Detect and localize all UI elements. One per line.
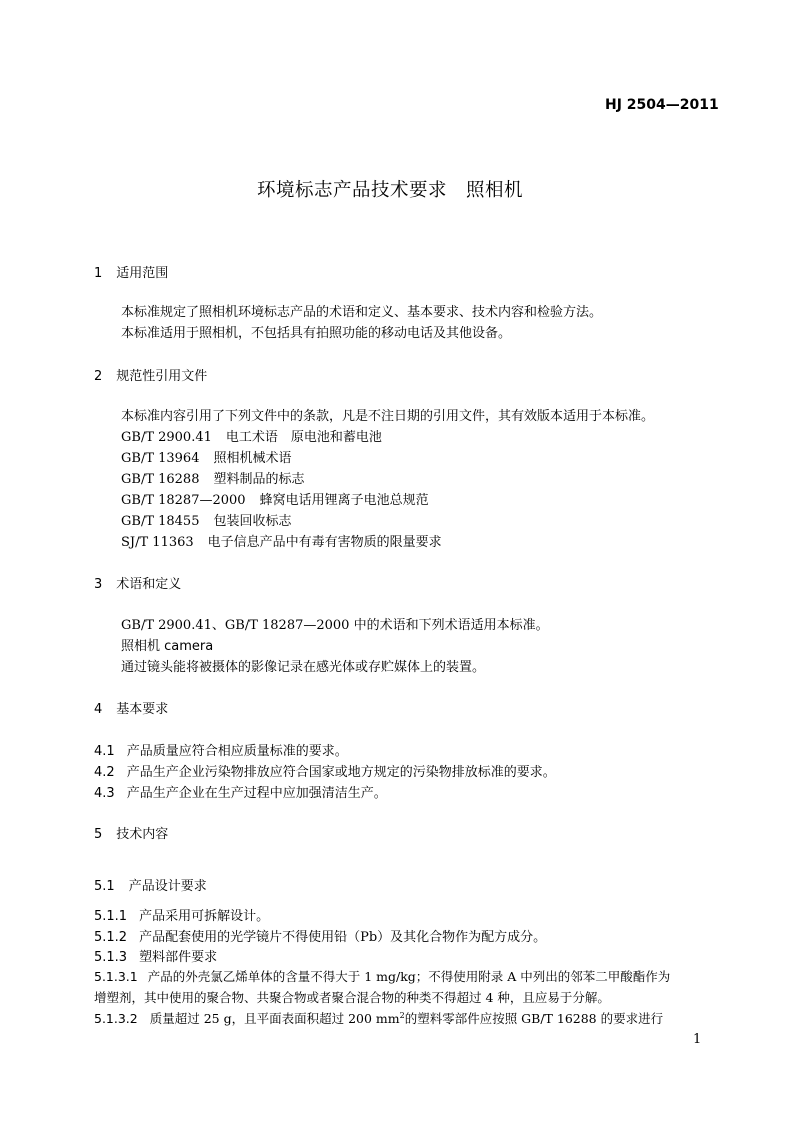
clause-number: 5.1.1 [94, 909, 128, 924]
reference-code: GB/T 2900.41 [121, 430, 212, 445]
section-4-heading [94, 698, 168, 717]
reference-name: 包装回收标志 [213, 514, 292, 529]
term-entry: 照相机 camera [121, 639, 214, 654]
section-title: 术语和定义 [116, 577, 182, 592]
clause-item [94, 905, 269, 924]
page-number: 1 [693, 1032, 702, 1047]
reference-name: 塑料制品的标志 [213, 472, 305, 487]
clause-text: 产品配套使用的光学镜片不得使用铅（Pb）及其化合物作为配方成分。 [139, 930, 547, 945]
section-title: 基本要求 [116, 702, 169, 717]
clause-item [94, 967, 670, 985]
section-number: 5.1 [94, 879, 115, 894]
paragraph: GB/T 2900.41、GB/T 18287—2000 中的术语和下列术语适用本标准。 [121, 618, 549, 633]
clause-text: 产品生产企业污染物排放应符合国家或地方规定的污染物排放标准的要求。 [126, 765, 556, 780]
section-title: 产品设计要求 [128, 879, 207, 894]
reference-code: SJ/T 11363 [121, 535, 194, 550]
paragraph: 本标准规定了照相机环境标志产品的术语和定义、基本要求、技术内容和检验方法。 [121, 305, 603, 320]
clause-item [94, 761, 556, 780]
clause-item [94, 1009, 663, 1027]
section-number: 4 [94, 702, 103, 717]
section-number: 3 [94, 577, 103, 592]
reference-code: GB/T 13964 [121, 451, 200, 466]
section-1-heading [94, 262, 168, 281]
reference-name: 照相机械术语 [213, 451, 292, 466]
clause-number: 5.1.3.1 [94, 969, 138, 984]
reference-name: 蜂窝电话用锂离子电池总规范 [259, 493, 429, 508]
term-definition: 通过镜头能将被摄体的影像记录在感光体或存贮媒体上的装置。 [121, 660, 486, 675]
clause-item [94, 926, 546, 945]
section-title: 技术内容 [116, 827, 169, 842]
paragraph: 本标准内容引用了下列文件中的条款，凡是不注日期的引用文件，其有效版本适用于本标准。 [121, 409, 655, 424]
reference-item [121, 426, 382, 445]
section-title: 规范性引用文件 [116, 369, 208, 384]
section-3-heading [94, 573, 181, 592]
reference-name: 电子信息产品中有毒有害物质的限量要求 [207, 535, 442, 550]
clause-text: 的塑料零部件应按照 GB/T 16288 的要求进行 [404, 1011, 664, 1026]
clause-number: 5.1.3.2 [94, 1011, 138, 1026]
section-title: 适用范围 [116, 266, 169, 281]
clause-text: 产品生产企业在生产过程中应加强清洁生产。 [126, 786, 387, 801]
reference-item [121, 510, 292, 529]
clause-number: 4.1 [94, 744, 115, 759]
reference-item [121, 468, 305, 487]
reference-code: GB/T 18455 [121, 514, 200, 529]
reference-code: GB/T 18287—2000 [121, 493, 246, 508]
clause-text: 塑料部件要求 [139, 950, 218, 965]
clause-item [94, 782, 387, 801]
reference-item [121, 489, 429, 508]
section-number: 1 [94, 266, 103, 281]
clause-text: 产品采用可拆解设计。 [139, 909, 270, 924]
reference-name: 电工术语 原电池和蓄电池 [225, 430, 382, 445]
clause-text-continued: 增塑剂，其中使用的聚合物、共聚合物或者聚合混合物的种类不得超过 4 种，且应易于分解。 [94, 990, 610, 1005]
clause-text: 产品质量应符合相应质量标准的要求。 [126, 744, 348, 759]
reference-item [121, 531, 442, 550]
clause-number: 4.3 [94, 786, 115, 801]
reference-code: GB/T 16288 [121, 472, 200, 487]
section-2-heading [94, 365, 207, 384]
superscript: 2 [399, 1010, 405, 1020]
reference-item [121, 447, 292, 466]
page-title: 环境标志产品技术要求 照相机 [257, 180, 524, 201]
clause-number: 5.1.3 [94, 950, 128, 965]
clause-item [94, 946, 217, 965]
paragraph: 本标准适用于照相机，不包括具有拍照功能的移动电话及其他设备。 [121, 326, 512, 341]
section-number: 2 [94, 369, 103, 384]
clause-text: 产品的外壳氯乙烯单体的含量不得大于 1 mg/kg；不得使用附录 A 中列出的邻苯二甲酸酯作为 [147, 969, 671, 984]
clause-text: 质量超过 25 g，且平面表面积超过 200 mm [149, 1011, 400, 1026]
clause-number: 5.1.2 [94, 930, 128, 945]
standard-code: HJ 2504—2011 [605, 97, 719, 113]
section-5-heading [94, 823, 168, 842]
section-number: 5 [94, 827, 103, 842]
subsection-5-1-heading [94, 875, 207, 894]
clause-number: 4.2 [94, 765, 115, 780]
clause-item [94, 740, 348, 759]
